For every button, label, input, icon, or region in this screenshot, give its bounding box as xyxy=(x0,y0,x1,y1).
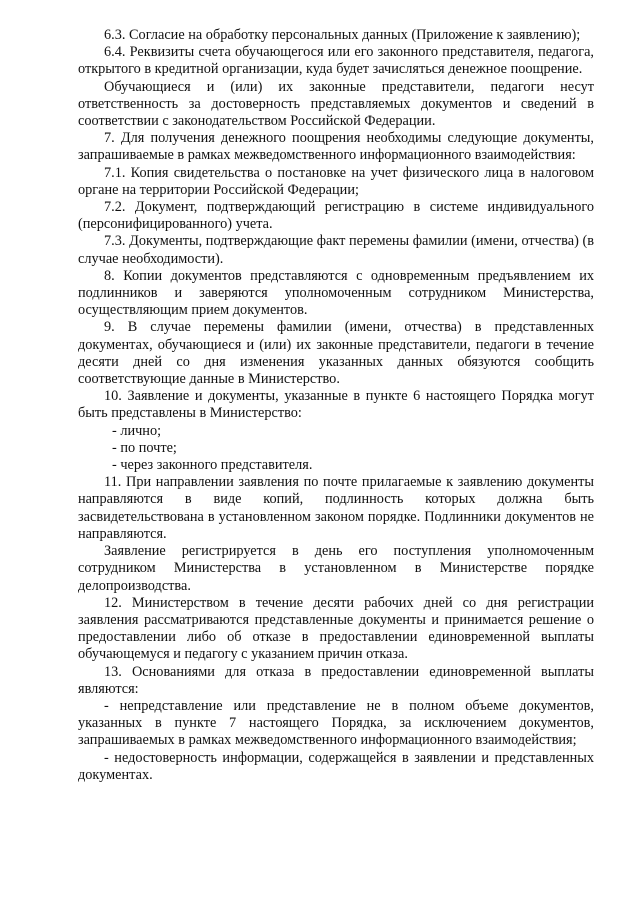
paragraph: - недостоверность информации, содержащейся в заявлении и представленных документах. xyxy=(78,749,594,783)
list-item: - через законного представителя. xyxy=(112,457,313,474)
paragraph: - непредставление или представление не в полном объеме документов, указанных в пункте 7 настоящего Порядка, за исключением документов, запрашиваемых в рамках межведомственного информационного взаимодействия; xyxy=(78,697,594,749)
paragraph: Заявление регистрируется в день его поступления уполномоченным сотрудником Министерства в установленном в Министерстве порядке делопроизводства. xyxy=(78,543,594,594)
paragraph: Обучающиеся и (или) их законные представители, педагоги несут ответственность за достоверность представляемых документов и сведений в соответствии с законодательством Российской Федерации. xyxy=(78,78,594,130)
paragraph: 7.3. Документы, подтверждающие факт перемены фамилии (имени, отчества) (в случае необходимости). xyxy=(78,233,594,267)
paragraph: 6.3. Согласие на обработку персональных данных (Приложение к заявлению); xyxy=(104,27,581,43)
paragraph: 10. Заявление и документы, указанные в пункте 6 настоящего Порядка могут быть представлены в Министерство: xyxy=(78,388,594,422)
paragraph: 7.1. Копия свидетельства о постановке на учет физического лица в налоговом органе на территории Российской Федерации; xyxy=(78,164,594,198)
document-page xyxy=(78,27,594,784)
paragraph: 12. Министерством в течение десяти рабочих дней со дня регистрации заявления рассматриваются представленные документы и принимается решение о предоставлении либо об отказе в предоставлении единовременной выплаты обучающемуся и педагогу с указанием причин отказа. xyxy=(78,594,594,663)
paragraph: 6.4. Реквизиты счета обучающегося или его законного представителя, педагога, открытого в кредитной организации, куда будет зачисляться денежное поощрение. xyxy=(78,44,594,78)
paragraph: 7. Для получения денежного поощрения необходимы следующие документы, запрашиваемые в рамках межведомственного информационного взаимодействия: xyxy=(78,130,594,164)
list-item: - лично; xyxy=(112,422,162,439)
paragraph: 13. Основаниями для отказа в предоставлении единовременной выплаты являются: xyxy=(78,663,594,697)
paragraph: 9. В случае перемены фамилии (имени, отчества) в представленных документах, обучающиеся и (или) их законные представители, педагоги в течение десяти дней со дня изменения указанных данных обязуются сообщить соответствующие данные в Министерство. xyxy=(78,319,594,388)
paragraph: 11. При направлении заявления по почте прилагаемые к заявлению документы направляются в виде копий, подлинность которых должна быть засвидетельствована в установленном законом порядке. Подлинники документов не направляются. xyxy=(78,474,594,542)
list-item: - по почте; xyxy=(112,439,177,456)
paragraph: 8. Копии документов представляются с одновременным предъявлением их подлинников и заверяются уполномоченным сотрудником Министерства, осуществляющим прием документов. xyxy=(78,267,594,319)
paragraph: 7.2. Документ, подтверждающий регистрацию в системе индивидуального (персонифицированного) учета. xyxy=(78,199,594,233)
